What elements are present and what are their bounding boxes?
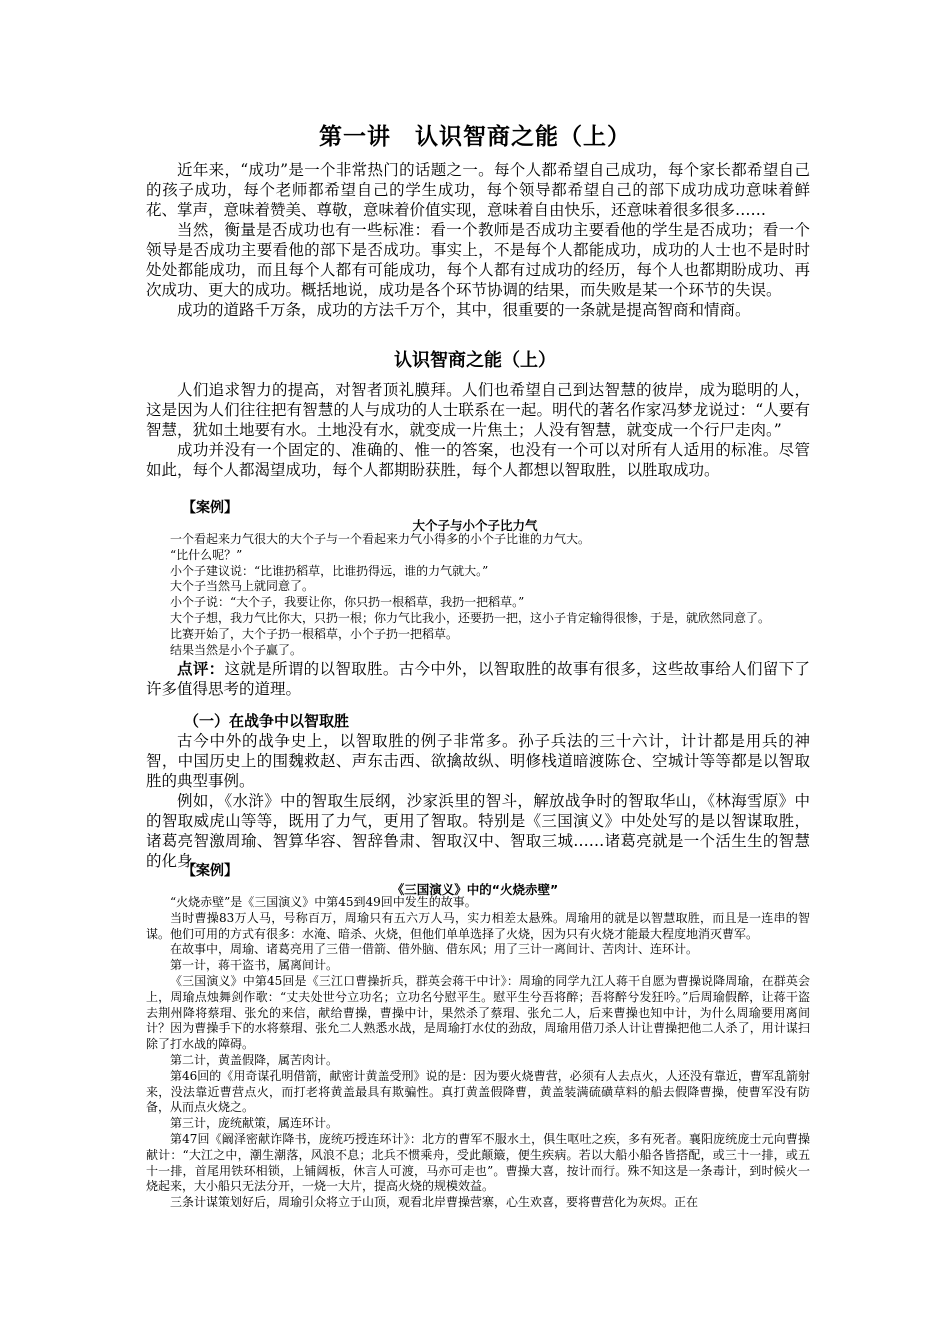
intro-paragraph: 当然，衡量是否成功也有一些标准：看一个教师是否成功主要看他的学生是否成功；看一个领导是否成功主要看他的部下是否成功。事实上，不是每个人都能成功，成功的人士也不是时时处处都能成功，而且每个人都有可能成功，每个人都有过成功的经历，每个人也都期盼成功、再次成功、更大的成功。概括地说，成功是各个环节协调的结果，而失败是某一个环节的失误。 <box>146 221 810 299</box>
comment-text: 这就是所谓的以智取胜。古今中外，以智取胜的故事有很多，这些故事给人们留下了许多值得思考的道理。 <box>146 660 810 698</box>
story-paragraph: 第三计，庞统献策，属连环计。 <box>170 1116 339 1131</box>
section-intro <box>146 380 810 480</box>
intro-section <box>146 160 810 320</box>
section-paragraph: 人们追求智力的提高，对智者顶礼膜拜。人们也希望自己到达智慧的彼岸，成为聪明的人，这是因为人们往往把有智慧的人与成功的人士联系在一起。明代的著名作家冯梦龙说过：“人要有智慧，犹如土地要有水。土地没有水，就变成一片焦土；人没有智慧，就变成一个行尸走肉。” <box>146 381 810 439</box>
story-paragraph: “火烧赤壁”是《三国演义》中第45到49回中发生的故事。 <box>170 895 477 909</box>
section-heading: （一）在战争中以智取胜 <box>184 712 350 730</box>
story-paragraph: 第一计，蒋干盗书，属离间计。 <box>170 958 339 973</box>
story-line: 小个子建议说：“比谁扔稻草，比谁扔得远，谁的力气就大。” <box>170 563 489 578</box>
section1-body <box>146 731 810 871</box>
story-line: 结果当然是小个子赢了。 <box>170 642 303 657</box>
story-line: “比什么呢？” <box>170 547 243 562</box>
case1-story <box>146 532 810 658</box>
story-paragraph: 第46回的《用奇谋孔明借箭，献密计黄盖受刑》说的是：因为要火烧曹营，必须有人去点火，人还没有靠近，曹军乱箭射来，没法靠近曹营点火，而打老将黄盖最具有欺骗性。真打黄盖假降曹，黄盖装满硫磺草料的船去假降曹操，使曹军没有防备，从而点火烧之。 <box>146 1068 810 1115</box>
case1-comment <box>146 659 810 699</box>
page-title: 第一讲 认识智商之能（上） <box>319 124 631 150</box>
case2-story <box>146 895 810 1211</box>
section-paragraph: 成功并没有一个固定的、准确的、惟一的答案，也没有一个可以对所有人适用的标准。尽管如此，每个人都渴望成功，每个人都期盼获胜，每个人都想以智取胜，以胜取成功。 <box>146 441 810 479</box>
case-title: 《三国演义》中的“火烧赤壁” <box>391 882 559 897</box>
story-line: 小个子说：“大个子，我要让你，你只扔一根稻草，我扔一把稻草。” <box>170 595 525 610</box>
story-paragraph: 当时曹操83万人马，号称百万，周瑜只有五六万人马，实力相差太悬殊。周瑜用的就是以智慧取胜，而且是一连串的智谋。他们可用的方式有很多：水淹、暗杀、火烧，但他们单单选择了火烧，因为只有火烧才能最大程度地消灭曹军。 <box>146 910 810 941</box>
intro-paragraph: 成功的道路千万条，成功的方法千万个，其中，很重要的一条就是提高智商和情商。 <box>177 301 751 319</box>
case-label: 【案例】 <box>182 500 238 516</box>
case-label: 【案例】 <box>182 863 238 879</box>
story-paragraph: 《三国演义》中第45回是《三江口曹操折兵，群英会蒋干中计》：周瑜的同学九江人蒋干自愿为曹操说降周瑜，在群英会上，周瑜点烛舞剑作歌：“丈夫处世兮立功名；立功名兮慰平生。慰平生兮吾将醉；吾将醉兮发狂吟。”后周瑜假醉，让蒋干盗去荆州降将蔡瑁、张允的来信，献给曹操，曹操中计，果然杀了蔡瑁、张允二人，后来曹操也知中计，为什么周瑜要用离间计？因为曹操手下的水将蔡瑁、张允二人熟悉水战，是周瑜打水仗的劲敌，周瑜用借刀杀人计让曹操把他二人杀了，用计谋扫除了打水战的障碍。 <box>146 973 810 1052</box>
story-line: 大个子当然马上就同意了。 <box>170 579 315 594</box>
story-line: 大个子想，我力气比你大，只扔一根；你力气比我小，还要扔一把，这小子肯定输得很惨，于是，就欣然同意了。 <box>170 610 771 625</box>
section-paragraph: 古今中外的战争史上，以智取胜的例子非常多。孙子兵法的三十六计，计计都是用兵的神智，中国历史上的围魏救赵、声东击西、欲擒故纵、明修栈道暗渡陈仓、空城计等等都是以智取胜的典型事例。 <box>146 732 810 790</box>
section-subtitle: 认识智商之能（上） <box>394 350 556 371</box>
story-paragraph: 第47回《阚泽密献诈降书，庞统巧授连环计》：北方的曹军不服水土，俱生呕吐之疾，多有死者。襄阳庞统庞士元向曹操献计：“大江之中，潮生潮落，风浪不息；北兵不惯乘舟，受此颠簸，便生疾病。若以大船小船各皆搭配，或三十一排，或五十一排，首尾用铁环相锁，上铺阔板，休言人可渡，马亦可走也”。曹操大喜，按计而行。殊不知这是一条毒计，到时候火一烧起来，大小船只无法分开，一烧一大片，提高火烧的规模效益。 <box>146 1131 810 1194</box>
story-paragraph: 第二计，黄盖假降，属苦肉计。 <box>170 1052 339 1067</box>
comment-label: 点评： <box>177 660 225 678</box>
story-paragraph: 在故事中，周瑜、诸葛亮用了三借一借箭、借外脑、借东风；用了三计一离间计、苦肉计、连环计。 <box>170 942 699 957</box>
intro-paragraph: 近年来，“成功”是一个非常热门的话题之一。每个人都希望自己成功，每个家长都希望自己的孩子成功，每个老师都希望自己的学生成功，每个领导都希望自己的部下成功成功意味着鲜花、掌声，意味着赞美、尊敬，意味着价值实现，意味着自由快乐，还意味着很多很多…… <box>146 161 810 219</box>
section-paragraph: 例如，《水浒》中的智取生辰纲，沙家浜里的智斗，解放战争时的智取华山，《林海雪原》中的智取威虎山等等，既用了力气，更用了智取。特别是《三国演义》中处处写的是以智谋取胜，诸葛亮智激周瑜、智算华容、智辞鲁肃、智取汉中、智取三城……诸葛亮就是一个活生生的智慧的化身。 <box>146 792 810 870</box>
story-line: 比赛开始了，大个子扔一根稻草，小个子扔一把稻草。 <box>170 626 459 641</box>
case-title: 大个子与小个子比力气 <box>412 518 538 533</box>
story-paragraph: 三条计谋策划好后，周瑜引众将立于山顶，观看北岸曹操营寨，心生欢喜，要将曹营化为灰烬。正在 <box>170 1195 699 1210</box>
story-line: 一个看起来力气很大的大个子与一个看起来力气小得多的小个子比谁的力气大。 <box>170 532 591 546</box>
